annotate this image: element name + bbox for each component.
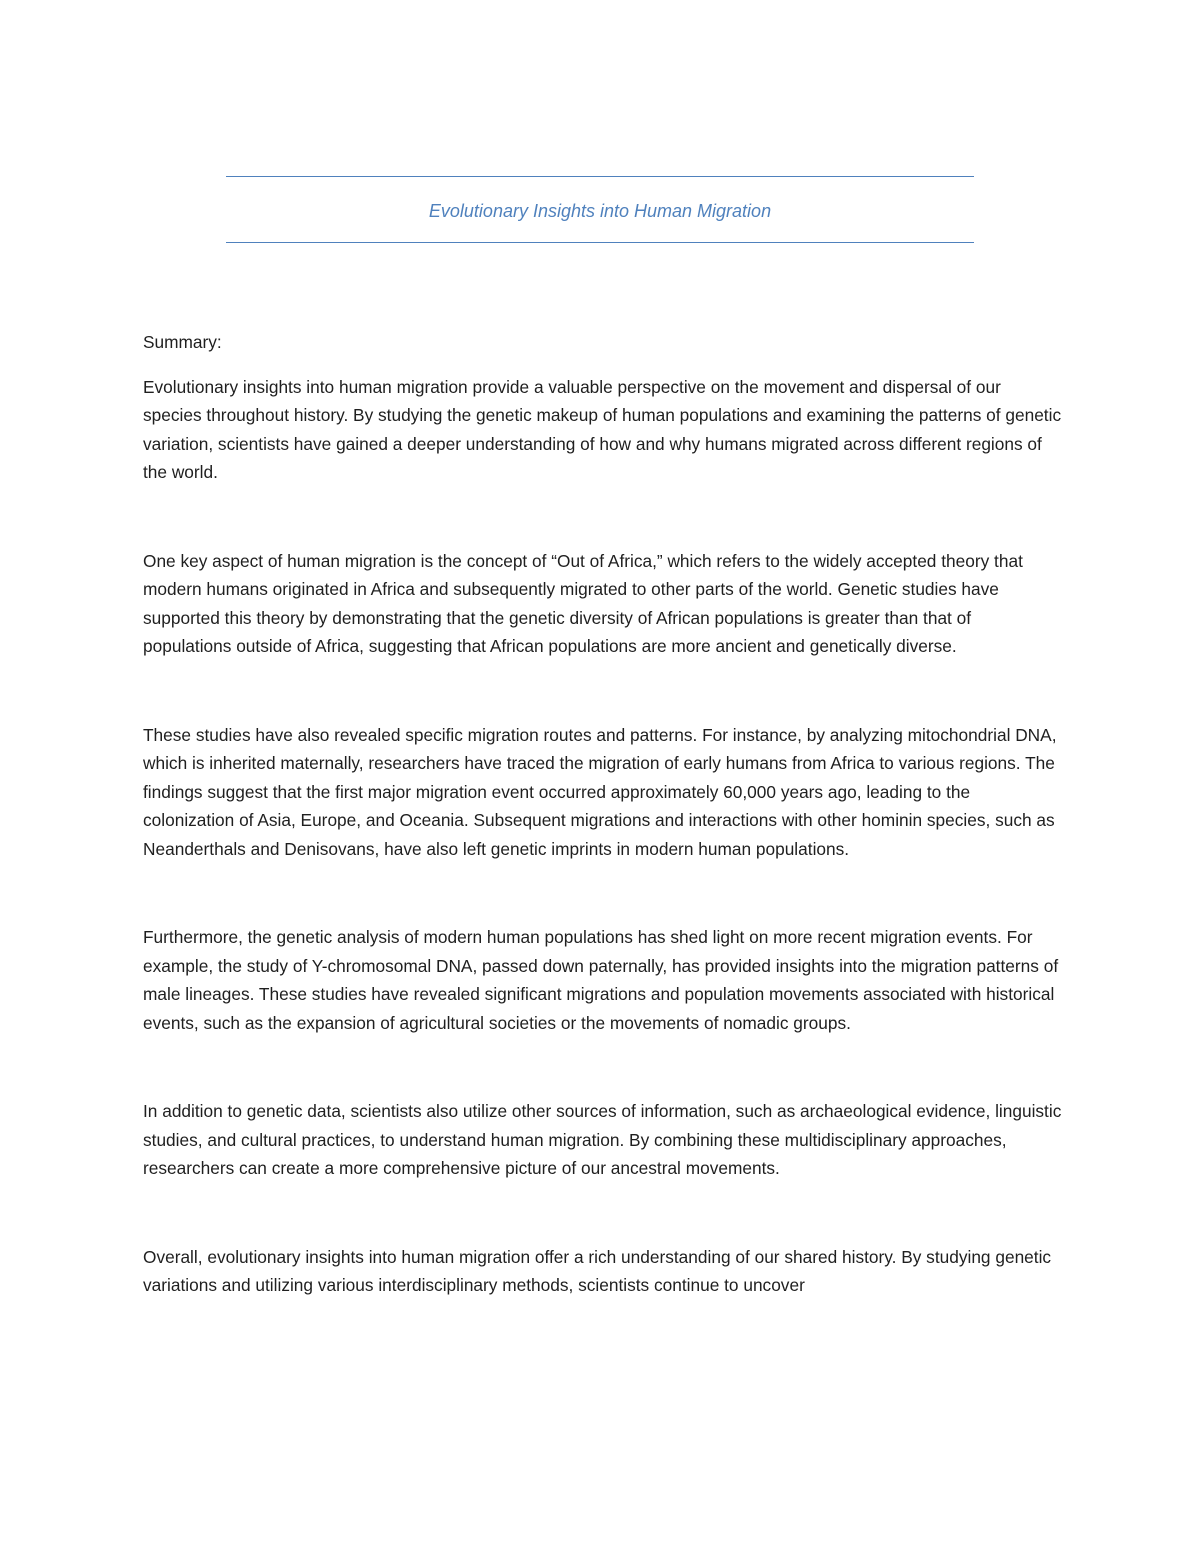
paragraph: One key aspect of human migration is the concept of “Out of Africa,” which refers to the widely accepted theory that modern humans originated in Africa and subsequently migrated to other parts of the world. Genetic studies have supported this theory by demonstrating that the genetic diversity of African populations is greater than that of populations outside of Africa, suggesting that African populations are more ancient and genetically diverse. xyxy=(143,550,1023,656)
paragraph: Evolutionary insights into human migration provide a valuable perspective on the movement and dispersal of our species throughout history. By studying the genetic makeup of human populations and examining the patterns of genetic variation, scientists have gained a deeper understanding of how and why humans migrated across different regions of the world. xyxy=(143,376,1062,482)
paragraph: Overall, evolutionary insights into human migration offer a rich understanding of our shared history. By studying genetic variations and utilizing various interdisciplinary methods, scientists continue to uncover xyxy=(143,1246,1052,1295)
summary-heading: Summary: xyxy=(143,332,222,352)
paragraph: In addition to genetic data, scientists also utilize other sources of information, such as archaeological evidence, linguistic studies, and cultural practices, to understand human migration. By combining these multidisciplinary approaches, researchers can create a more comprehensive picture of our ancestral movements. xyxy=(143,1101,1062,1178)
title-block xyxy=(226,176,974,244)
document-body xyxy=(143,328,1063,1300)
title-top-rule xyxy=(226,176,974,177)
title-bottom-rule xyxy=(226,242,974,243)
document-title: Evolutionary Insights into Human Migration xyxy=(428,201,772,221)
paragraph: These studies have also revealed specific migration routes and patterns. For instance, by analyzing mitochondrial DNA, which is inherited maternally, researchers have traced the migration of early humans from Africa to various regions. The findings suggest that the first major migration event occurred approximately 60,000 years ago, leading to the colonization of Asia, Europe, and Oceania. Subsequent migrations and interactions with other hominin species, such as Neanderthals and Denisovans, have also left genetic imprints in modern human populations. xyxy=(143,724,1057,859)
paragraph: Furthermore, the genetic analysis of modern human populations has shed light on more recent migration events. For example, the study of Y-chromosomal DNA, passed down paternally, has provided insights into the migration patterns of male lineages. These studies have revealed significant migrations and population movements associated with historical events, such as the expansion of agricultural societies or the movements of nomadic groups. xyxy=(143,927,1059,1033)
